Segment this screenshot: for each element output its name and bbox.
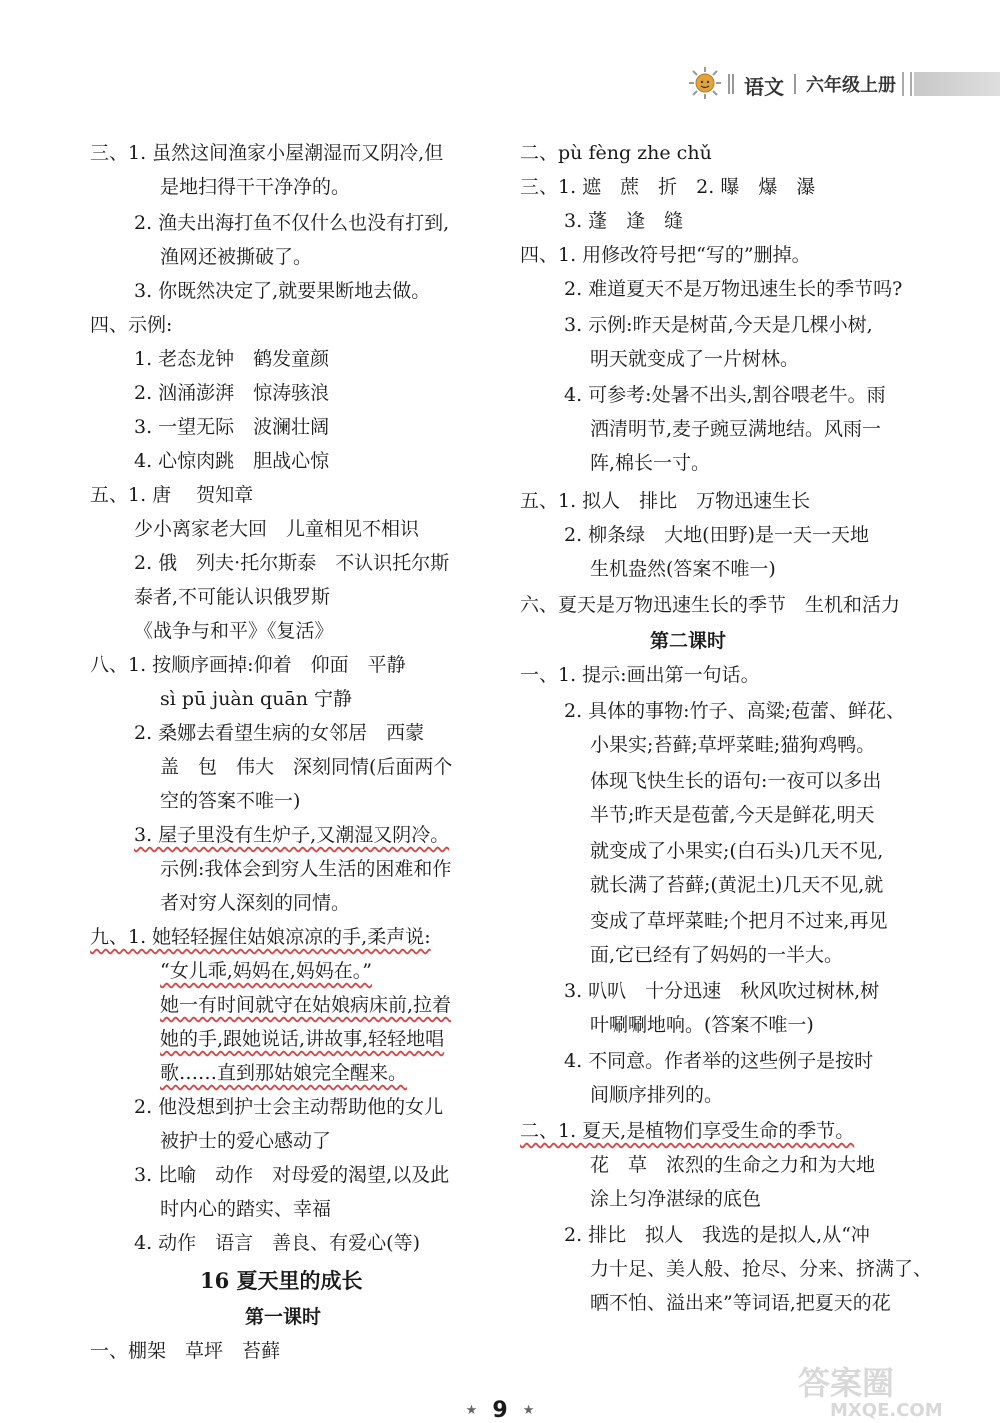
lesson-title: 16 夏天里的成长 bbox=[200, 1268, 363, 1293]
answer-line: 空的答案不唯一) bbox=[160, 790, 301, 812]
answer-line: 半节;昨天是苞蕾,今天是鲜花,明天 bbox=[590, 804, 875, 826]
answer-line: 是地扫得干干净净的。 bbox=[160, 176, 351, 198]
answer-line: 2. 他没想到护士会主动帮助他的女儿 bbox=[134, 1096, 444, 1118]
answer-line: 晒不怕、溢出来”等词语,把夏天的花 bbox=[590, 1292, 891, 1314]
answer-line: 六、夏天是万物迅速生长的季节 生机和活力 bbox=[520, 594, 901, 616]
answer-line: 示例:我体会到穷人生活的困难和作 bbox=[160, 858, 452, 880]
svg-text:答案圈: 答案圈 bbox=[798, 1364, 895, 1402]
answer-line: 八、1. 按顺序画掉:仰着 仰面 平静 bbox=[90, 654, 406, 676]
answer-line: 时内心的踏实、幸福 bbox=[160, 1198, 332, 1220]
answer-line: 少小离家老大回 儿童相见不相识 bbox=[134, 518, 420, 540]
answer-line: 五、1. 唐 贺知章 bbox=[90, 484, 254, 506]
answer-line: 被护士的爱心感动了 bbox=[160, 1130, 332, 1152]
answer-line: 阵,棉长一寸。 bbox=[590, 452, 711, 474]
page-number: 9 bbox=[492, 1398, 508, 1423]
answer-line: 2. 柳条绿 大地(田野)是一天一天地 bbox=[564, 524, 869, 546]
underlined-answer: 她一有时间就守在姑娘病床前,拉着 bbox=[160, 994, 452, 1016]
answer-line: 2. 具体的事物:竹子、高粱;苞蕾、鲜花、 bbox=[564, 700, 905, 722]
answer-line: 洒清明节,麦子豌豆满地结。风雨一 bbox=[590, 418, 882, 440]
answer-line: 2. 渔夫出海打鱼不仅什么也没有打到, bbox=[134, 212, 450, 234]
answer-line: 者对穷人深刻的同情。 bbox=[160, 892, 351, 914]
answer-line: 体现飞快生长的语句:一夜可以多出 bbox=[590, 770, 882, 792]
answer-line: 3. 蓬 逢 缝 bbox=[564, 210, 684, 232]
answer-line: 2. 汹涌澎湃 惊涛骇浪 bbox=[134, 382, 330, 404]
answer-line: 3. 一望无际 波澜壮阔 bbox=[134, 416, 330, 438]
answer-line: 三、1. 虽然这间渔家小屋潮湿而又阴冷,但 bbox=[90, 142, 444, 164]
answer-line: 3. 比喻 动作 对母爱的渴望,以及此 bbox=[134, 1164, 450, 1186]
answer-line: 4. 可参考:处暑不出头,割谷喂老牛。雨 bbox=[564, 384, 886, 406]
answer-line: 2. 桑娜去看望生病的女邻居 西蒙 bbox=[134, 722, 425, 744]
answer-line: 间顺序排列的。 bbox=[590, 1084, 724, 1106]
answer-line: 泰者,不可能认识俄罗斯 bbox=[134, 586, 331, 608]
header-divider bbox=[728, 74, 734, 94]
section-heading: 四、示例: bbox=[90, 314, 173, 336]
answer-line: sì pū juàn quān 宁静 bbox=[160, 688, 353, 710]
header-divider bbox=[902, 72, 912, 96]
answer-line: 渔网还被撕破了。 bbox=[160, 246, 313, 268]
underlined-answer: 歌……直到那姑娘完全醒来。 bbox=[160, 1062, 408, 1084]
answer-line: 4. 不同意。作者举的这些例子是按时 bbox=[564, 1050, 874, 1072]
answer-line: 3. 你既然决定了,就要果断地去做。 bbox=[134, 280, 431, 302]
answer-line: 面,它已经有了妈妈的一半大。 bbox=[590, 944, 844, 966]
header-stripe bbox=[914, 72, 1000, 96]
answer-line: 变成了草坪菜畦;个把月不过来,再见 bbox=[590, 910, 888, 932]
answer-line: 一、棚架 草坪 苔藓 bbox=[90, 1340, 281, 1362]
answer-line: 生机盎然(答案不唯一) bbox=[590, 558, 776, 580]
answer-line: 花 草 浓烈的生命之力和为大地 bbox=[590, 1154, 876, 1176]
answer-line: 就长满了苔藓;(黄泥土)几天不见,就 bbox=[590, 874, 884, 896]
answer-line: 二、pù fèng zhe chǔ bbox=[520, 142, 712, 164]
answer-line: 盖 包 伟大 深刻同情(后面两个 bbox=[160, 756, 453, 778]
answer-line: 1. 老态龙钟 鹤发童颜 bbox=[134, 348, 330, 370]
answer-line: 2. 排比 拟人 我选的是拟人,从“冲 bbox=[564, 1224, 870, 1246]
underlined-answer: 她的手,跟她说话,讲故事,轻轻地唱 bbox=[160, 1028, 445, 1050]
svg-text:MXQE.COM: MXQE.COM bbox=[830, 1400, 943, 1420]
answer-line: 4. 动作 语言 善良、有爱心(等) bbox=[134, 1232, 420, 1254]
lesson-period-heading: 第一课时 bbox=[245, 1306, 322, 1328]
answer-line: 涂上匀净湛绿的底色 bbox=[590, 1188, 762, 1210]
answer-line: 《战争与和平》《复活》 bbox=[134, 620, 334, 642]
answer-line: 一、1. 提示:画出第一句话。 bbox=[520, 664, 760, 686]
answer-line: 四、1. 用修改符号把“写的”删掉。 bbox=[520, 244, 811, 266]
answer-line: 4. 心惊肉跳 胆战心惊 bbox=[134, 450, 330, 472]
answer-line: 2. 难道夏天不是万物迅速生长的季节吗? bbox=[564, 278, 903, 300]
answer-line: 3. 示例:昨天是树苗,今天是几棵小树, bbox=[564, 314, 873, 336]
answer-line: 五、1. 拟人 排比 万物迅速生长 bbox=[520, 490, 811, 512]
page-header bbox=[680, 62, 1000, 106]
answer-line: 2. 俄 列夫·托尔斯泰 不认识托尔斯 bbox=[134, 552, 450, 574]
answer-line: 就变成了小果实;(白石头)几天不见, bbox=[590, 840, 884, 862]
answer-line: 明天就变成了一片树林。 bbox=[590, 348, 800, 370]
header-separator bbox=[794, 74, 796, 94]
watermark-logo bbox=[790, 1360, 990, 1420]
header-grade: 六年级上册 bbox=[806, 75, 896, 96]
underlined-answer: 二、1. 夏天,是植物们享受生命的季节。 bbox=[520, 1120, 855, 1142]
answer-line: 力十足、美人般、抢尽、分来、挤满了、 bbox=[590, 1258, 933, 1280]
answer-line: 小果实;苔藓;草坪菜畦;猫狗鸡鸭。 bbox=[590, 734, 876, 756]
answer-line: 3. 叭叭 十分迅速 秋风吹过树林,树 bbox=[564, 980, 880, 1002]
answer-line: 叶唰唰地响。(答案不唯一) bbox=[590, 1014, 814, 1036]
lesson-period-heading: 第二课时 bbox=[650, 630, 727, 652]
underlined-answer: “女儿乖,妈妈在,妈妈在。” bbox=[160, 960, 373, 982]
header-subject: 语文 bbox=[744, 75, 784, 99]
star-icon: ★ bbox=[522, 1403, 535, 1418]
answer-line: 三、1. 遮 蔗 折 2. 曝 爆 瀑 bbox=[520, 176, 816, 198]
underlined-answer: 3. 屋子里没有生炉子,又潮湿又阴冷。 bbox=[134, 824, 450, 846]
star-icon: ★ bbox=[465, 1403, 478, 1418]
underlined-answer: 九、1. 她轻轻握住姑娘凉凉的手,柔声说: bbox=[90, 926, 431, 948]
sun-icon bbox=[688, 66, 722, 100]
